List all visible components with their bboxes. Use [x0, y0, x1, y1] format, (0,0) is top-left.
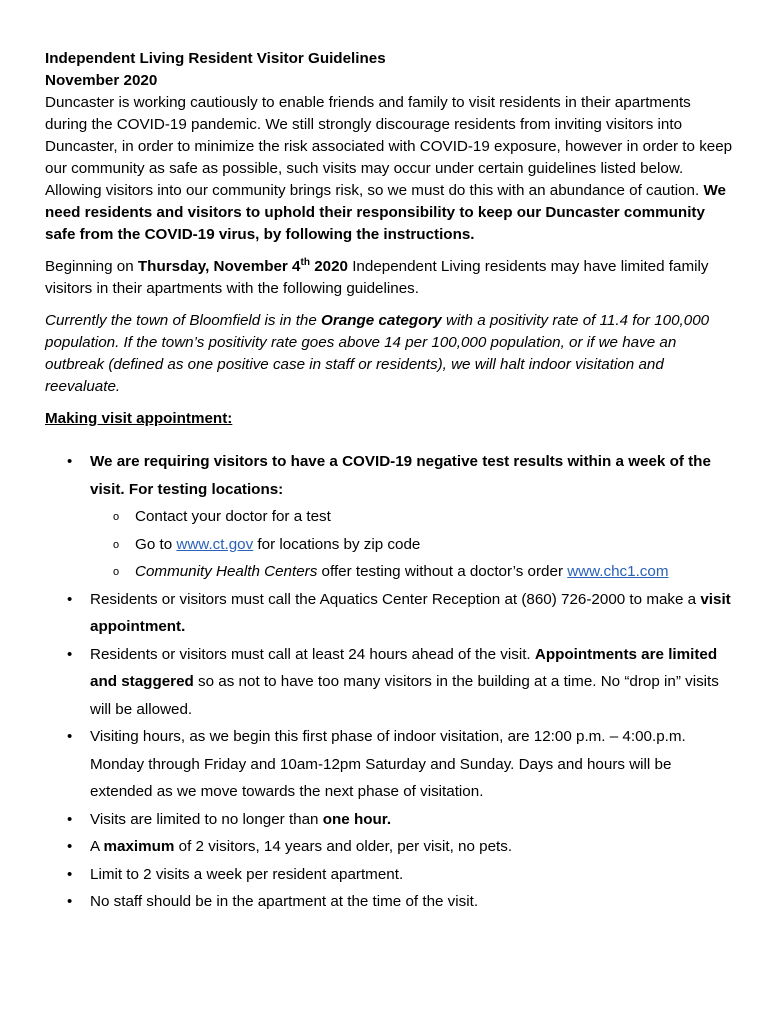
intro-emphasis: We need residents and visitors to uphold their responsibility to keep our Duncaster community safe from the COVID-19 virus, by following the instructions. — [45, 182, 726, 243]
sub-item-ct-gov-pre: Go to — [135, 535, 177, 553]
list-item-ahead — [45, 641, 735, 724]
status-category: Orange category — [321, 312, 442, 329]
intro-text: Duncaster is working cautiously to enable friends and family to visit residents in their apartments during the COVID-19 pandemic. We still strongly discourage residents from inviting visitors into Duncaster, in order to minimize the risk associated with COVID-19 exposure, however in order to keep our community as safe as possible, such visits may occur under certain guidelines listed below. Allowing visitors into our community brings risk, so we must do this with an abundance of caution. — [45, 94, 733, 199]
beginning-post: Independent Living residents may have limited family visitors in their apartments with the following guidelines. — [45, 258, 709, 297]
ahead-bold: Appointments are limited and staggered — [90, 645, 718, 690]
guidelines-list — [45, 448, 735, 916]
beginning-pre: Beginning on — [45, 258, 138, 275]
testing-locations-list — [90, 503, 735, 586]
call-pre: Residents or visitors must call the Aquatics Center Reception at (860) 726-2000 to make a — [90, 590, 701, 608]
list-item-call — [45, 586, 735, 641]
sub-item-ct-gov-post: for locations by zip code — [253, 535, 421, 553]
status-pre: Currently the town of Bloomfield is in the — [45, 312, 322, 329]
intro-paragraph — [45, 92, 735, 246]
beginning-date-suffix: th — [300, 256, 310, 268]
sub-item-doctor-text: Contact your doctor for a test — [135, 508, 331, 525]
call-bold: visit appointment. — [90, 590, 731, 635]
sub-item-chc-mid: offer testing without a doctor’s order — [317, 563, 568, 580]
list-item-staff — [45, 888, 735, 916]
list-item-hours — [45, 723, 735, 806]
ct-gov-link[interactable]: www.ct.gov — [176, 535, 254, 553]
sub-item-chc-name: Community Health Centers — [135, 563, 318, 580]
list-item-maximum — [45, 833, 735, 861]
beginning-date: Thursday, November 4 — [137, 258, 301, 275]
sub-item-ct-gov — [90, 531, 735, 559]
maximum-pre: A — [90, 838, 104, 855]
duration-pre: Visits are limited to no longer than — [90, 810, 323, 828]
testing-requirement: We are requiring visitors to have a COVID-19 negative test results within a week of the visit. For testing locations: — [90, 453, 711, 498]
status-paragraph — [45, 310, 735, 398]
beginning-year: 2020 — [309, 258, 348, 275]
sub-item-chc — [90, 558, 735, 586]
document-title: Independent Living Resident Visitor Guidelines — [45, 50, 386, 67]
section-heading: Making visit appointment: — [45, 410, 233, 427]
hours-text: Visiting hours, as we begin this first phase of indoor visitation, are 12:00 p.m. – 4:00.p.m. Monday through Friday and 10am-12pm Saturday and Sunday. Days and hours will be extended as we move towards the next phase of visitation. — [90, 728, 686, 800]
document-date: November 2020 — [45, 72, 158, 89]
sub-item-doctor — [90, 503, 735, 531]
status-post: with a positivity rate of 11.4 for 100,000 population. If the town’s positivity rate goes above 14 per 100,000 population, or if we have an outbreak (defined as one positive case in staff or residents), we will halt indoor visitation and reevaluate. — [45, 312, 710, 395]
list-item-testing — [45, 448, 735, 586]
list-item-duration — [45, 806, 735, 834]
limit-text: Limit to 2 visits a week per resident apartment. — [90, 865, 404, 883]
document-page — [45, 48, 735, 916]
maximum-bold: maximum — [103, 838, 175, 855]
list-item-limit — [45, 861, 735, 889]
beginning-paragraph — [45, 256, 735, 300]
ahead-pre: Residents or visitors must call at least 24 hours ahead of the visit. — [90, 645, 535, 663]
maximum-post: of 2 visitors, 14 years and older, per visit, no pets. — [174, 838, 513, 855]
duration-bold: one hour. — [322, 810, 392, 828]
ahead-post: so as not to have too many visitors in the building at a time. No “drop in” visits will be allowed. — [90, 673, 719, 718]
staff-text: No staff should be in the apartment at the time of the visit. — [90, 893, 479, 910]
chc1-link[interactable]: www.chc1.com — [567, 563, 669, 580]
